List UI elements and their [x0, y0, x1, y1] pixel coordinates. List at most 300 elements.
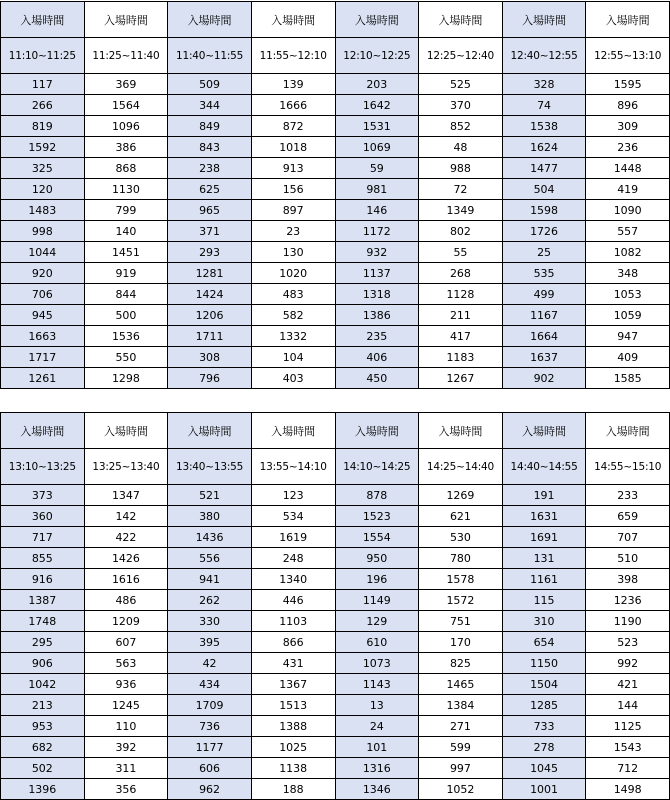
table-cell: 1711: [168, 326, 252, 347]
table-cell: 896: [586, 95, 670, 116]
table-cell: 310: [502, 611, 586, 632]
table-cell: 919: [84, 263, 168, 284]
table-cell: 450: [335, 368, 419, 389]
table-cell: 196: [335, 569, 419, 590]
table-cell: 920: [1, 263, 85, 284]
table-cell: 844: [84, 284, 168, 305]
table-row: [1, 305, 670, 326]
table-cell: 1483: [1, 200, 85, 221]
table-cell: 535: [502, 263, 586, 284]
table-cell: 309: [586, 116, 670, 137]
table-row: [1, 263, 670, 284]
table-cell: 1149: [335, 590, 419, 611]
table-cell: 868: [84, 158, 168, 179]
time-slot-header: 12:55~13:10: [586, 38, 670, 74]
table-cell: 406: [335, 347, 419, 368]
table-cell: 1726: [502, 221, 586, 242]
table-cell: 293: [168, 242, 252, 263]
table-cell: 213: [1, 695, 85, 716]
table-cell: 1387: [1, 590, 85, 611]
table-cell: 1316: [335, 758, 419, 779]
column-header-label: 入場時間: [168, 413, 252, 449]
header-row-time-slot: [1, 449, 670, 485]
table-cell: 1206: [168, 305, 252, 326]
table-cell: 1245: [84, 695, 168, 716]
table-cell: 1637: [502, 347, 586, 368]
table-cell: 1209: [84, 611, 168, 632]
table-cell: 997: [419, 758, 503, 779]
table-cell: 1053: [586, 284, 670, 305]
column-header-label: 入場時間: [251, 2, 335, 38]
table-cell: 525: [419, 74, 503, 95]
table-cell: 1059: [586, 305, 670, 326]
table-cell: 906: [1, 653, 85, 674]
table-cell: 916: [1, 569, 85, 590]
table-cell: 129: [335, 611, 419, 632]
table-cell: 1664: [502, 326, 586, 347]
table-row: [1, 611, 670, 632]
table-cell: 188: [251, 779, 335, 800]
table-cell: 120: [1, 179, 85, 200]
table-cell: 59: [335, 158, 419, 179]
table-cell: 509: [168, 74, 252, 95]
table-cell: 1172: [335, 221, 419, 242]
header-row-time-slot: [1, 38, 670, 74]
table-cell: 523: [586, 632, 670, 653]
table-cell: 238: [168, 158, 252, 179]
table-cell: 736: [168, 716, 252, 737]
table-cell: 849: [168, 116, 252, 137]
table-cell: 902: [502, 368, 586, 389]
table-cell: 371: [168, 221, 252, 242]
table-cell: 953: [1, 716, 85, 737]
table-cell: 1018: [251, 137, 335, 158]
table-cell: 271: [419, 716, 503, 737]
column-header-label: 入場時間: [502, 413, 586, 449]
table-cell: 1554: [335, 527, 419, 548]
table-cell: 855: [1, 548, 85, 569]
table-row: [1, 674, 670, 695]
table-cell: 936: [84, 674, 168, 695]
table-cell: 1386: [335, 305, 419, 326]
table-cell: 386: [84, 137, 168, 158]
table-cell: 521: [168, 485, 252, 506]
table-cell: 1598: [502, 200, 586, 221]
time-slot-header: 12:10~12:25: [335, 38, 419, 74]
table-cell: 962: [168, 779, 252, 800]
table-cell: 1465: [419, 674, 503, 695]
table-cell: 659: [586, 506, 670, 527]
table-cell: 486: [84, 590, 168, 611]
table-cell: 1298: [84, 368, 168, 389]
table-cell: 325: [1, 158, 85, 179]
table-cell: 599: [419, 737, 503, 758]
table-cell: 502: [1, 758, 85, 779]
table-row: [1, 74, 670, 95]
table-cell: 1426: [84, 548, 168, 569]
table-cell: 947: [586, 326, 670, 347]
table-cell: 1020: [251, 263, 335, 284]
table-cell: 1384: [419, 695, 503, 716]
table-row: [1, 326, 670, 347]
table-cell: 499: [502, 284, 586, 305]
table-cell: 101: [335, 737, 419, 758]
table-cell: 981: [335, 179, 419, 200]
table-cell: 1236: [586, 590, 670, 611]
table-cell: 712: [586, 758, 670, 779]
table-row: [1, 527, 670, 548]
table-cell: 1190: [586, 611, 670, 632]
table-cell: 1150: [502, 653, 586, 674]
table-cell: 170: [419, 632, 503, 653]
column-header-label: 入場時間: [251, 413, 335, 449]
time-slot-header: 14:40~14:55: [502, 449, 586, 485]
table-cell: 1143: [335, 674, 419, 695]
table-row: [1, 284, 670, 305]
header-row-label: [1, 413, 670, 449]
table-cell: 1025: [251, 737, 335, 758]
table-cell: 1082: [586, 242, 670, 263]
table-row: [1, 506, 670, 527]
table-cell: 843: [168, 137, 252, 158]
table-row: [1, 716, 670, 737]
table-row: [1, 779, 670, 800]
table-cell: 1523: [335, 506, 419, 527]
time-slot-header: 11:10~11:25: [1, 38, 85, 74]
table-cell: 156: [251, 179, 335, 200]
table-cell: 1691: [502, 527, 586, 548]
table-cell: 262: [168, 590, 252, 611]
table-cell: 1663: [1, 326, 85, 347]
table-row: [1, 221, 670, 242]
table-cell: 1103: [251, 611, 335, 632]
table-cell: 1477: [502, 158, 586, 179]
table-cell: 130: [251, 242, 335, 263]
table-cell: 1396: [1, 779, 85, 800]
table-cell: 417: [419, 326, 503, 347]
table-cell: 610: [335, 632, 419, 653]
table-cell: 1498: [586, 779, 670, 800]
table-row: [1, 632, 670, 653]
time-slot-header: 13:40~13:55: [168, 449, 252, 485]
table-cell: 1536: [84, 326, 168, 347]
column-header-label: 入場時間: [586, 413, 670, 449]
table-cell: 654: [502, 632, 586, 653]
table-cell: 682: [1, 737, 85, 758]
table-cell: 825: [419, 653, 503, 674]
table-cell: 360: [1, 506, 85, 527]
table-row: [1, 569, 670, 590]
table-cell: 998: [1, 221, 85, 242]
table-cell: 1347: [84, 485, 168, 506]
table-row: [1, 485, 670, 506]
table-cell: 607: [84, 632, 168, 653]
table-cell: 1616: [84, 569, 168, 590]
table-cell: 1073: [335, 653, 419, 674]
table-cell: 268: [419, 263, 503, 284]
table-cell: 950: [335, 548, 419, 569]
column-header-label: 入場時間: [1, 413, 85, 449]
table-cell: 1001: [502, 779, 586, 800]
table-cell: 266: [1, 95, 85, 116]
table-cell: 191: [502, 485, 586, 506]
table-cell: 932: [335, 242, 419, 263]
table-cell: 1125: [586, 716, 670, 737]
table-cell: 72: [419, 179, 503, 200]
table-cell: 1161: [502, 569, 586, 590]
table-cell: 140: [84, 221, 168, 242]
table-cell: 348: [586, 263, 670, 284]
table-cell: 1578: [419, 569, 503, 590]
table-cell: 941: [168, 569, 252, 590]
table-cell: 403: [251, 368, 335, 389]
table-cell: 510: [586, 548, 670, 569]
table-cell: 1261: [1, 368, 85, 389]
table-cell: 550: [84, 347, 168, 368]
table-cell: 897: [251, 200, 335, 221]
table-row: [1, 95, 670, 116]
table-row: [1, 200, 670, 221]
table-row: [1, 548, 670, 569]
table-cell: 530: [419, 527, 503, 548]
table-cell: 311: [84, 758, 168, 779]
time-slot-header: 11:25~11:40: [84, 38, 168, 74]
table-cell: 235: [335, 326, 419, 347]
table-cell: 233: [586, 485, 670, 506]
entry-time-table-2: [0, 412, 670, 800]
table-cell: 500: [84, 305, 168, 326]
table-cell: 1504: [502, 674, 586, 695]
table-cell: 1513: [251, 695, 335, 716]
time-slot-header: 14:25~14:40: [419, 449, 503, 485]
table-cell: 1042: [1, 674, 85, 695]
table-cell: 380: [168, 506, 252, 527]
table-cell: 344: [168, 95, 252, 116]
table-cell: 802: [419, 221, 503, 242]
table-cell: 751: [419, 611, 503, 632]
table-cell: 1531: [335, 116, 419, 137]
table-cell: 1666: [251, 95, 335, 116]
table-cell: 104: [251, 347, 335, 368]
header-row-label: [1, 2, 670, 38]
table-cell: 913: [251, 158, 335, 179]
table-cell: 621: [419, 506, 503, 527]
table-cell: 139: [251, 74, 335, 95]
column-header-label: 入場時間: [84, 2, 168, 38]
table-cell: 308: [168, 347, 252, 368]
table-cell: 1281: [168, 263, 252, 284]
table-cell: 1367: [251, 674, 335, 695]
table-cell: 1592: [1, 137, 85, 158]
table-cell: 534: [251, 506, 335, 527]
table-cell: 483: [251, 284, 335, 305]
table-cell: 945: [1, 305, 85, 326]
table-cell: 819: [1, 116, 85, 137]
table-row: [1, 137, 670, 158]
table-cell: 356: [84, 779, 168, 800]
table-cell: 563: [84, 653, 168, 674]
table-cell: 965: [168, 200, 252, 221]
table-cell: 370: [419, 95, 503, 116]
table-cell: 1543: [586, 737, 670, 758]
table-cell: 582: [251, 305, 335, 326]
table-cell: 796: [168, 368, 252, 389]
table-cell: 1631: [502, 506, 586, 527]
entry-time-table-1: [0, 1, 670, 389]
table-cell: 1595: [586, 74, 670, 95]
table-cell: 1642: [335, 95, 419, 116]
table-cell: 780: [419, 548, 503, 569]
table-cell: 1090: [586, 200, 670, 221]
table-cell: 328: [502, 74, 586, 95]
column-header-label: 入場時間: [502, 2, 586, 38]
table-cell: 1267: [419, 368, 503, 389]
table-cell: 395: [168, 632, 252, 653]
table-cell: 988: [419, 158, 503, 179]
table-cell: 131: [502, 548, 586, 569]
table-cell: 866: [251, 632, 335, 653]
table-cell: 1069: [335, 137, 419, 158]
table-cell: 992: [586, 653, 670, 674]
table-cell: 115: [502, 590, 586, 611]
table-cell: 878: [335, 485, 419, 506]
table-cell: 421: [586, 674, 670, 695]
table-cell: 278: [502, 737, 586, 758]
table-row: [1, 758, 670, 779]
table-cell: 392: [84, 737, 168, 758]
time-slot-header: 12:40~12:55: [502, 38, 586, 74]
table-cell: 504: [502, 179, 586, 200]
table-cell: 799: [84, 200, 168, 221]
table-cell: 398: [586, 569, 670, 590]
table-cell: 557: [586, 221, 670, 242]
table-cell: 446: [251, 590, 335, 611]
table-cell: 556: [168, 548, 252, 569]
table-cell: 1096: [84, 116, 168, 137]
table-cell: 1538: [502, 116, 586, 137]
table-cell: 852: [419, 116, 503, 137]
table-cell: 1052: [419, 779, 503, 800]
table-cell: 717: [1, 527, 85, 548]
table-cell: 707: [586, 527, 670, 548]
time-slot-header: 13:55~14:10: [251, 449, 335, 485]
table-cell: 409: [586, 347, 670, 368]
table-cell: 1709: [168, 695, 252, 716]
table-cell: 203: [335, 74, 419, 95]
table-cell: 419: [586, 179, 670, 200]
table-cell: 1349: [419, 200, 503, 221]
table-cell: 1619: [251, 527, 335, 548]
table-cell: 248: [251, 548, 335, 569]
column-header-label: 入場時間: [84, 413, 168, 449]
table-cell: 1388: [251, 716, 335, 737]
time-slot-header: 14:55~15:10: [586, 449, 670, 485]
table-cell: 733: [502, 716, 586, 737]
column-header-label: 入場時間: [168, 2, 252, 38]
table-cell: 434: [168, 674, 252, 695]
table-cell: 74: [502, 95, 586, 116]
table-cell: 146: [335, 200, 419, 221]
table-cell: 431: [251, 653, 335, 674]
table-cell: 1183: [419, 347, 503, 368]
table-cell: 330: [168, 611, 252, 632]
table-cell: 1717: [1, 347, 85, 368]
table-cell: 1285: [502, 695, 586, 716]
table-cell: 1424: [168, 284, 252, 305]
table-cell: 1448: [586, 158, 670, 179]
table-cell: 1167: [502, 305, 586, 326]
table-cell: 55: [419, 242, 503, 263]
column-header-label: 入場時間: [419, 413, 503, 449]
time-slot-header: 13:10~13:25: [1, 449, 85, 485]
table-cell: 1137: [335, 263, 419, 284]
table-cell: 25: [502, 242, 586, 263]
table-cell: 117: [1, 74, 85, 95]
column-header-label: 入場時間: [419, 2, 503, 38]
table-row: [1, 158, 670, 179]
table-row: [1, 116, 670, 137]
table-row: [1, 737, 670, 758]
table-cell: 24: [335, 716, 419, 737]
table-cell: 142: [84, 506, 168, 527]
table-row: [1, 179, 670, 200]
table-cell: 1044: [1, 242, 85, 263]
table-cell: 48: [419, 137, 503, 158]
table-cell: 1572: [419, 590, 503, 611]
table-cell: 110: [84, 716, 168, 737]
table-cell: 211: [419, 305, 503, 326]
time-slot-header: 11:40~11:55: [168, 38, 252, 74]
table-cell: 422: [84, 527, 168, 548]
table-cell: 144: [586, 695, 670, 716]
table-cell: 123: [251, 485, 335, 506]
column-header-label: 入場時間: [335, 2, 419, 38]
table-cell: 23: [251, 221, 335, 242]
time-slot-header: 11:55~12:10: [251, 38, 335, 74]
table-cell: 295: [1, 632, 85, 653]
table-cell: 236: [586, 137, 670, 158]
table-cell: 1269: [419, 485, 503, 506]
table-cell: 1585: [586, 368, 670, 389]
column-header-label: 入場時間: [1, 2, 85, 38]
table-row: [1, 695, 670, 716]
table-cell: 1332: [251, 326, 335, 347]
table-row: [1, 653, 670, 674]
table-cell: 1451: [84, 242, 168, 263]
table-cell: 1340: [251, 569, 335, 590]
time-slot-header: 14:10~14:25: [335, 449, 419, 485]
table-cell: 373: [1, 485, 85, 506]
table-cell: 872: [251, 116, 335, 137]
table-cell: 1045: [502, 758, 586, 779]
table-cell: 706: [1, 284, 85, 305]
table-cell: 42: [168, 653, 252, 674]
table-cell: 1624: [502, 137, 586, 158]
table-cell: 1436: [168, 527, 252, 548]
table-cell: 1177: [168, 737, 252, 758]
table-cell: 1564: [84, 95, 168, 116]
table-cell: 1130: [84, 179, 168, 200]
table-row: [1, 347, 670, 368]
column-header-label: 入場時間: [586, 2, 670, 38]
table-cell: 1138: [251, 758, 335, 779]
table-cell: 13: [335, 695, 419, 716]
table-cell: 369: [84, 74, 168, 95]
table-row: [1, 368, 670, 389]
table-cell: 606: [168, 758, 252, 779]
column-header-label: 入場時間: [335, 413, 419, 449]
table-cell: 1318: [335, 284, 419, 305]
